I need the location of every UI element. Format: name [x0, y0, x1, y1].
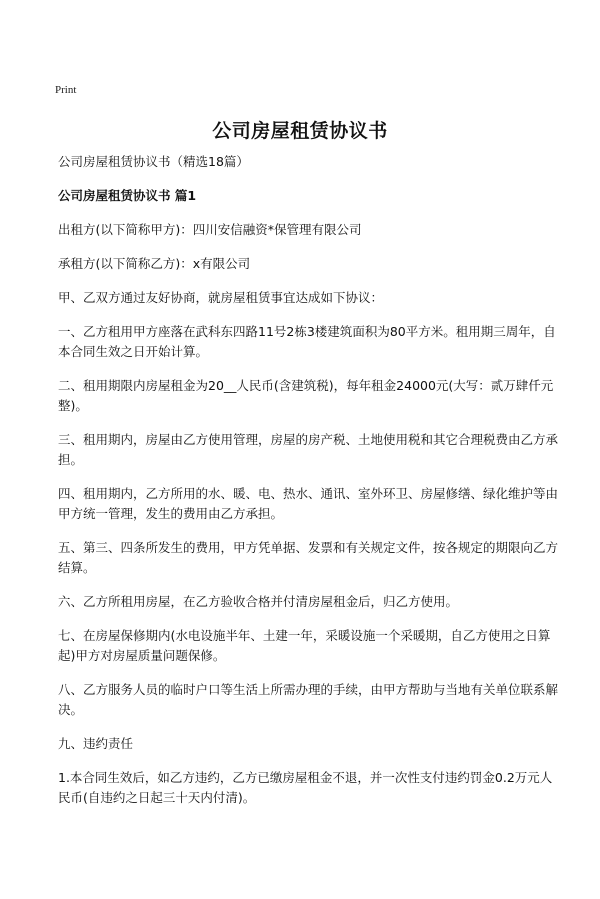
- clause-7: 七、在房屋保修期内(水电设施半年、土建一年，采暖设施一个采暖期，自乙方使用之日算起)甲方对房屋质量问题保修。: [58, 628, 551, 663]
- subtitle-paragraph: 公司房屋租赁协议书（精选18篇）: [58, 154, 249, 169]
- lessee-paragraph: 承租方(以下简称乙方)：x有限公司: [58, 256, 251, 271]
- clause-3: 三、租用期内，房屋由乙方使用管理，房屋的房产税、土地使用税和其它合理税费由乙方承担。: [58, 432, 559, 467]
- clause-9-item-1: 1.本合同生效后，如乙方违约，乙方已缴房屋租金不退，并一次性支付违约罚金0.2万元人民币(自违约之日起三十天内付清)。: [58, 770, 553, 805]
- section-heading: 公司房屋租赁协议书 篇1: [58, 188, 197, 203]
- intro-paragraph: 甲、乙双方通过友好协商，就房屋租赁事宜达成如下协议：: [58, 290, 384, 305]
- clause-1: 一、乙方租用甲方座落在武科东四路11号2栋3楼建筑面积为80平方米。租用期三周年，自本合同生效之日开始计算。: [58, 324, 556, 359]
- clause-5: 五、第三、四条所发生的费用，甲方凭单据、发票和有关规定文件，按各规定的期限向乙方结算。: [58, 540, 559, 575]
- document-body: [58, 152, 563, 822]
- lessor-paragraph: 出租方(以下简称甲方)：四川安信融资*保管理有限公司: [58, 222, 362, 237]
- document-title: 公司房屋租赁协议书: [212, 120, 388, 142]
- clause-9-heading: 九、违约责任: [58, 736, 134, 751]
- clause-2: 二、租用期限内房屋租金为20__人民币(含建筑税)，每年租金24000元(大写：贰万肆仟元整)。: [58, 378, 554, 413]
- clause-6: 六、乙方所租用房屋，在乙方验收合格并付清房屋租金后，归乙方使用。: [58, 594, 459, 609]
- print-label: Print: [55, 84, 77, 96]
- clause-4: 四、租用期内，乙方所用的水、暖、电、热水、通讯、室外环卫、房屋修缮、绿化维护等由甲方统一管理，发生的费用由乙方承担。: [58, 486, 559, 521]
- clause-8: 八、乙方服务人员的临时户口等生活上所需办理的手续，由甲方帮助与当地有关单位联系解决。: [58, 682, 559, 717]
